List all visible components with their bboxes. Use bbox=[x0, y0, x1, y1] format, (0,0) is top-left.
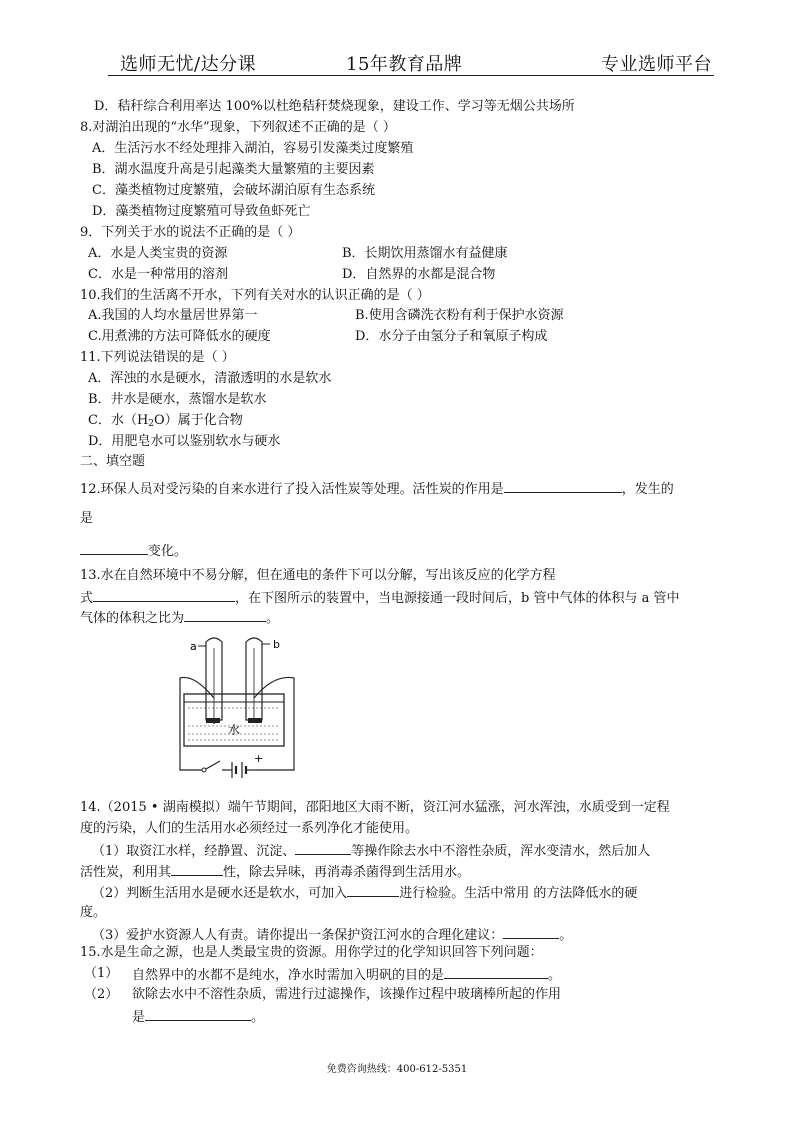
q14-p1b-pre: 活性炭，利用其 bbox=[80, 865, 172, 880]
q14-blank-1[interactable] bbox=[295, 842, 351, 855]
q15-blank-1[interactable] bbox=[444, 966, 548, 979]
q14-p1-post: 等操作除去水中不溶性杂质，浑水变清水，然后加人 bbox=[351, 844, 651, 859]
q15-p2b-end: 。 bbox=[251, 1010, 265, 1025]
q13-line1: 13.水在自然环境中不易分解，但在通电的条件下可以分解，写出该反应的化学方程 bbox=[80, 568, 556, 583]
q8-option-a: A．生活污水不经处理排入湖泊，容易引发藻类过度繁殖 bbox=[92, 141, 414, 156]
q15-p1-end: 。 bbox=[548, 968, 562, 983]
q11-option-c bbox=[88, 413, 243, 432]
electrolysis-diagram bbox=[170, 628, 305, 786]
q11-c-post: O）属于化合物 bbox=[154, 413, 243, 428]
q14-p3-pre: （3）爱护水资源人人有责。请你提出一条保护资江河水的合理化建议： bbox=[92, 928, 504, 943]
q14-part2b: 度。 bbox=[80, 905, 107, 920]
q14-p2-post: 进行检验。生活中常用 的方法降低水的硬 bbox=[399, 886, 638, 901]
q14-p1b-post: 性，除去异味，再消毒杀菌得到生活用水。 bbox=[223, 865, 471, 880]
q13-text-end: 。 bbox=[266, 611, 280, 626]
q10-option-a: A.我国的人均水量居世界第一 bbox=[88, 308, 258, 323]
q11-option-d: D．用肥皂水可以鉴别软水与硬水 bbox=[88, 434, 281, 449]
switch-lever bbox=[206, 761, 220, 769]
q13-line3 bbox=[80, 609, 279, 627]
water-label: 水 bbox=[228, 723, 241, 737]
q14-part2 bbox=[92, 884, 637, 902]
q14-part1b bbox=[80, 863, 470, 881]
q14-p3-post: 。 bbox=[559, 928, 573, 943]
page-header bbox=[108, 48, 714, 76]
q8-option-c: C．藻类植物过度繁殖，会破坏湖泊原有生态系统 bbox=[92, 183, 375, 198]
q13-text-ratio: 气体的体积之比为 bbox=[80, 611, 185, 626]
q11-c-pre: C．水（H bbox=[88, 413, 149, 428]
q14-line1: 14.（2015 • 湖南模拟）端午节期间，邵阳地区大雨不断，资江河水猛涨，河水浑浊，水质受到一定程 bbox=[80, 800, 670, 815]
q12-text-change: 变化。 bbox=[148, 544, 188, 559]
q11-option-b: B．井水是硬水，蒸馏水是软水 bbox=[88, 392, 267, 407]
section-title: 二、填空题 bbox=[80, 454, 146, 469]
q9-option-a: A．水是人类宝贵的资源 bbox=[88, 246, 228, 261]
q12-text-end: ，发生的 bbox=[621, 482, 674, 497]
q13-text-pre: 式 bbox=[80, 591, 94, 606]
q13-blank-2[interactable] bbox=[184, 609, 266, 622]
q12-line1 bbox=[80, 480, 674, 498]
q13-blank-1[interactable] bbox=[93, 589, 235, 602]
q14-blank-3[interactable] bbox=[347, 884, 399, 897]
q10-option-b: B.使用含磷洗衣粉有利于保护水资源 bbox=[355, 308, 564, 323]
q10-stem: 10.我们的生活离不开水，下列有关对水的认识正确的是（ ） bbox=[80, 288, 430, 303]
q15-part2-num: （2） bbox=[84, 987, 119, 1002]
q12-blank-1[interactable] bbox=[504, 480, 622, 493]
q14-blank-2[interactable] bbox=[171, 863, 223, 876]
q13-text-mid: ，在下图所示的装置中，当电源接通一段时间后，b 管中气体的体积与 a 管中 bbox=[235, 591, 680, 606]
footer-hotline: 免费咨询热线：400-612-5351 bbox=[326, 1064, 468, 1075]
q8-stem: 8.对湖泊出现的“水华”现象，下列叙述不正确的是（ ） bbox=[80, 120, 396, 135]
q9-stem: 9．下列关于水的说法不正确的是（ ） bbox=[80, 225, 301, 240]
q15-part1 bbox=[132, 966, 561, 984]
q9-option-c: C．水是一种常用的溶剂 bbox=[88, 267, 228, 282]
q12-line2: 是 bbox=[80, 511, 94, 526]
q15-blank-2[interactable] bbox=[145, 1008, 251, 1021]
battery-plus-label: + bbox=[254, 752, 264, 765]
q12-text: 12.环保人员对受污染的自来水进行了投入活性炭等处理。活性炭的作用是 bbox=[80, 482, 504, 497]
q11-option-a: A．浑浊的水是硬水，清澈透明的水是软水 bbox=[88, 371, 332, 386]
electrode-a bbox=[206, 718, 220, 723]
header-left: 选师无忧/达分课 bbox=[120, 54, 257, 75]
q9-option-d: D．自然界的水都是混合物 bbox=[342, 267, 496, 282]
q12-blank-2[interactable] bbox=[80, 542, 148, 555]
label-b: b bbox=[273, 638, 280, 651]
q12-line3 bbox=[80, 542, 187, 560]
q15-part1-num: （1） bbox=[84, 966, 119, 981]
q11-c-subscript: 2 bbox=[148, 419, 155, 429]
q15-part2b bbox=[132, 1008, 264, 1026]
wire-left bbox=[180, 677, 214, 770]
q15-p1-text: 自然界中的水都不是纯水，净水时需加入明矾的目的是 bbox=[132, 968, 445, 983]
q14-part1 bbox=[92, 842, 650, 860]
q14-blank-4[interactable] bbox=[503, 926, 559, 939]
q9-option-b: B．长期饮用蒸馏水有益健康 bbox=[342, 246, 508, 261]
q10-option-d: D．水分子由氢分子和氧原子构成 bbox=[355, 329, 548, 344]
q8-option-b: B．湖水温度升高是引起藻类大量繁殖的主要因素 bbox=[92, 162, 375, 177]
q13-line2 bbox=[80, 589, 680, 607]
q10-option-c: C.用煮沸的方法可降低水的硬度 bbox=[88, 329, 271, 344]
q14-p1-pre: （1）取资江水样，经静置、沉淀、 bbox=[92, 844, 296, 859]
q11-stem: 11.下列说法错误的是（ ） bbox=[80, 350, 235, 365]
q14-p2-pre: （2）判断生活用水是硬水还是软水，可加入 bbox=[92, 886, 348, 901]
q14-part3 bbox=[92, 926, 572, 944]
header-center: 15年教育品牌 bbox=[346, 54, 463, 75]
q7-option-d: D．秸秆综合利用率达 100%以杜绝秸秆焚烧现象，建设工作、学习等无烟公共场所 bbox=[94, 99, 575, 114]
q15-p2b-pre: 是 bbox=[132, 1010, 146, 1025]
header-right: 专业选师平台 bbox=[601, 54, 712, 75]
q8-option-d: D．藻类植物过度繁殖可导致鱼虾死亡 bbox=[92, 204, 311, 219]
switch-pivot bbox=[202, 768, 206, 772]
q14-line2: 度的污染，人们的生活用水必须经过一系列净化才能使用。 bbox=[80, 821, 419, 836]
q15-part2: 欲除去水中不溶性杂质，需进行过滤操作，该操作过程中玻璃棒所起的作用 bbox=[132, 987, 562, 1002]
q15-stem: 15.水是生命之源，也是人类最宝贵的资源。用你学过的化学知识回答下列问题： bbox=[80, 945, 543, 960]
electrode-b bbox=[248, 718, 262, 723]
header-rule bbox=[108, 75, 714, 76]
label-a: a bbox=[190, 640, 197, 653]
